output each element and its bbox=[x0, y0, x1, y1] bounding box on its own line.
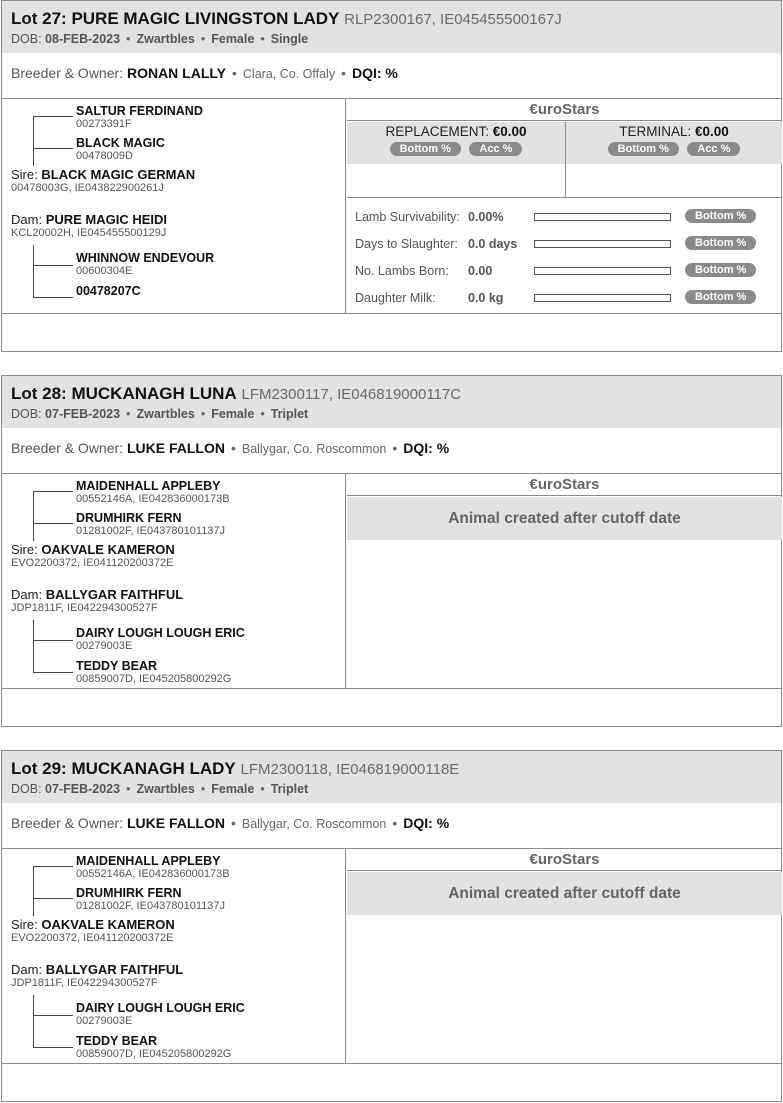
breeder-location: Ballygar, Co. Roscommon bbox=[241, 442, 387, 456]
cutoff-message: Animal created after cutoff date bbox=[347, 872, 782, 915]
pedigree-connector bbox=[33, 866, 73, 867]
separator-dot: • bbox=[230, 440, 236, 456]
replacement-label: REPLACEMENT: bbox=[385, 124, 489, 139]
dob-value: 07-FEB-2023 bbox=[45, 782, 121, 796]
dam-label: Dam: bbox=[11, 212, 43, 227]
breeder-location: Ballygar, Co. Roscommon bbox=[241, 817, 387, 831]
animal-name: MAIDENHALL APPLEBY bbox=[76, 854, 221, 868]
lot-title bbox=[11, 9, 562, 29]
breed: Zwartbles bbox=[136, 407, 195, 421]
pedigree-dam-sire bbox=[76, 251, 214, 277]
sire-label: Sire: bbox=[11, 917, 38, 932]
animal-id: 00600304E bbox=[76, 265, 133, 277]
separator-dot: • bbox=[232, 65, 237, 81]
trait-name: Lamb Survivability: bbox=[355, 210, 460, 224]
breeder-label: Breeder & Owner: bbox=[11, 440, 124, 456]
separator-dot: • bbox=[126, 32, 131, 46]
pedigree-dam-sire bbox=[76, 626, 245, 652]
separator-dot: • bbox=[260, 407, 265, 421]
dob-value: 08-FEB-2023 bbox=[45, 32, 121, 46]
trait-name: Daughter Milk: bbox=[355, 291, 436, 305]
birth-type: Triplet bbox=[270, 407, 309, 421]
trait-name: Days to Slaughter: bbox=[355, 237, 458, 251]
terminal-index bbox=[566, 122, 782, 164]
lot-name: Lot 29: MUCKANAGH LADY bbox=[11, 759, 236, 778]
dob-label: DOB: bbox=[11, 32, 42, 46]
breeder-line bbox=[11, 440, 449, 456]
pedigree-sire bbox=[11, 542, 175, 569]
separator-dot: • bbox=[341, 65, 346, 81]
bottom-percent-badge: Bottom % bbox=[685, 209, 756, 223]
pedigree-dam bbox=[11, 587, 183, 614]
pedigree-connector bbox=[33, 148, 73, 149]
animal-id: 00273391F bbox=[76, 118, 132, 130]
lot-ids: LFM2300117, IE046819000117C bbox=[241, 386, 462, 403]
lot-header bbox=[2, 751, 781, 803]
animal-name: BALLYGAR FAITHFUL bbox=[45, 962, 184, 977]
animal-id: 00279003E bbox=[76, 640, 133, 652]
animal-name: 00478207C bbox=[76, 284, 141, 298]
animal-name: PURE MAGIC HEIDI bbox=[45, 212, 168, 227]
birth-type: Single bbox=[270, 32, 309, 46]
replacement-index bbox=[347, 122, 565, 164]
breed: Zwartbles bbox=[136, 782, 195, 796]
accuracy-badge: Acc % bbox=[469, 142, 522, 156]
accuracy-badge: Acc % bbox=[687, 142, 740, 156]
pedigree-connector bbox=[33, 995, 34, 1047]
lot-title bbox=[11, 384, 461, 404]
pedigree-connector bbox=[33, 265, 73, 266]
lot-name: Lot 27: PURE MAGIC LIVINGSTON LADY bbox=[11, 9, 340, 28]
sire-label: Sire: bbox=[11, 167, 38, 182]
lot-card bbox=[1, 0, 782, 352]
animal-name: DRUMHIRK FERN bbox=[76, 511, 182, 525]
eurostars-title: €uroStars bbox=[347, 99, 782, 121]
animal-name: MAIDENHALL APPLEBY bbox=[76, 479, 221, 493]
trait-value: 0.0 days bbox=[468, 237, 518, 251]
animal-id: 00859007D, IE045205800292G bbox=[76, 673, 232, 685]
pedigree-connector bbox=[33, 898, 73, 899]
eurostars-panel bbox=[347, 849, 782, 1063]
animal-name: TEDDY BEAR bbox=[76, 1034, 158, 1048]
animal-name: BLACK MAGIC GERMAN bbox=[41, 167, 196, 182]
lot-ids: RLP2300167, IE045455500167J bbox=[344, 11, 562, 28]
animal-id: KCL20002H, IE045455500129J bbox=[11, 227, 167, 239]
dqi: DQI: % bbox=[403, 440, 450, 456]
terminal-label: TERMINAL: bbox=[619, 124, 692, 139]
pedigree-dam-dam bbox=[76, 284, 141, 298]
separator-dot: • bbox=[260, 32, 265, 46]
breeder-line bbox=[11, 815, 449, 831]
bottom-percent-badge: Bottom % bbox=[390, 142, 461, 156]
dqi: DQI: % bbox=[403, 815, 450, 831]
pedigree-panel bbox=[2, 99, 346, 313]
index-footer bbox=[347, 164, 782, 198]
animal-name: BLACK MAGIC bbox=[76, 136, 165, 150]
eurostars-panel bbox=[347, 474, 782, 688]
pedigree-connector bbox=[33, 866, 34, 916]
replacement-value: €0.00 bbox=[492, 124, 527, 139]
dob-label: DOB: bbox=[11, 782, 42, 796]
pedigree-connector bbox=[33, 245, 34, 297]
breeder-location: Clara, Co. Offaly bbox=[242, 67, 336, 81]
pedigree-sire-sire bbox=[76, 479, 230, 505]
pedigree-sire-sire bbox=[76, 854, 230, 880]
dob-value: 07-FEB-2023 bbox=[45, 407, 121, 421]
animal-id: JDP1811F, IE042294300527F bbox=[11, 977, 158, 989]
breeder-label: Breeder & Owner: bbox=[11, 815, 124, 831]
lot-detail-grid bbox=[2, 98, 781, 314]
pedigree-connector bbox=[33, 1015, 73, 1016]
animal-name: DRUMHIRK FERN bbox=[76, 886, 182, 900]
pedigree-dam-dam bbox=[76, 1034, 231, 1060]
pedigree-sire-dam bbox=[76, 886, 225, 912]
trait-name: No. Lambs Born: bbox=[355, 264, 449, 278]
trait-bar bbox=[534, 240, 671, 248]
dam-label: Dam: bbox=[11, 962, 43, 977]
bottom-percent-badge: Bottom % bbox=[685, 290, 756, 304]
pedigree-sire-dam bbox=[76, 136, 165, 162]
pedigree-sire-dam bbox=[76, 511, 225, 537]
animal-id: EVO2200372, IE041120200372E bbox=[11, 932, 174, 944]
animal-name: OAKVALE KAMERON bbox=[41, 542, 175, 557]
pedigree-sire bbox=[11, 917, 175, 944]
breeder-name: LUKE FALLON bbox=[126, 440, 225, 456]
pedigree-connector bbox=[33, 297, 73, 298]
eurostars-title: €uroStars bbox=[347, 474, 782, 496]
animal-name: SALTUR FERDINAND bbox=[76, 104, 203, 118]
trait-bar bbox=[534, 213, 671, 221]
separator-dot: • bbox=[230, 815, 236, 831]
animal-id: 00279003E bbox=[76, 1015, 133, 1027]
separator-dot: • bbox=[260, 782, 265, 796]
breeder-name: RONAN LALLY bbox=[126, 65, 226, 81]
lot-detail-grid bbox=[2, 473, 781, 689]
animal-name: OAKVALE KAMERON bbox=[41, 917, 175, 932]
dam-label: Dam: bbox=[11, 587, 43, 602]
sex: Female bbox=[211, 32, 255, 46]
separator-dot: • bbox=[392, 815, 398, 831]
animal-id: 00859007D, IE045205800292G bbox=[76, 1048, 232, 1060]
pedigree-connector bbox=[33, 116, 34, 166]
birth-type: Triplet bbox=[270, 782, 309, 796]
pedigree-panel bbox=[2, 849, 346, 1063]
pedigree-dam-dam bbox=[76, 659, 231, 685]
animal-name: TEDDY BEAR bbox=[76, 659, 158, 673]
pedigree-sire-sire bbox=[76, 104, 203, 130]
lot-ids: LFM2300118, IE046819000118E bbox=[240, 761, 460, 778]
trait-value: 0.00 bbox=[468, 264, 493, 278]
animal-id: JDP1811F, IE042294300527F bbox=[11, 602, 158, 614]
lot-name: Lot 28: MUCKANAGH LUNA bbox=[11, 384, 237, 403]
eurostars-title: €uroStars bbox=[347, 849, 782, 871]
bottom-percent-badge: Bottom % bbox=[685, 236, 756, 250]
animal-name: DAIRY LOUGH LOUGH ERIC bbox=[76, 1001, 245, 1015]
lot-header bbox=[2, 376, 781, 428]
animal-id: 00552146A, IE042836000173B bbox=[76, 868, 230, 880]
separator-dot: • bbox=[200, 32, 206, 46]
pedigree-connector bbox=[33, 491, 73, 492]
animal-id: EVO2200372, IE041120200372E bbox=[11, 557, 174, 569]
lot-details bbox=[11, 407, 308, 421]
lot-detail-grid bbox=[2, 848, 781, 1064]
bottom-percent-badge: Bottom % bbox=[685, 263, 756, 277]
dqi: DQI: % bbox=[351, 65, 398, 81]
separator-dot: • bbox=[126, 782, 131, 796]
pedigree-sire bbox=[11, 167, 195, 194]
pedigree-connector bbox=[33, 672, 73, 673]
animal-id: 01281002F, IE043780101137J bbox=[76, 900, 226, 912]
sex: Female bbox=[211, 407, 255, 421]
pedigree-connector bbox=[33, 523, 73, 524]
separator-dot: • bbox=[200, 782, 206, 796]
sire-label: Sire: bbox=[11, 542, 38, 557]
pedigree-panel bbox=[2, 474, 346, 688]
separator-dot: • bbox=[200, 407, 206, 421]
trait-bar bbox=[534, 267, 671, 275]
pedigree-dam bbox=[11, 212, 167, 239]
eurostars-panel bbox=[347, 99, 782, 313]
pedigree-connector bbox=[33, 491, 34, 541]
animal-id: 01281002F, IE043780101137J bbox=[76, 525, 226, 537]
pedigree-connector bbox=[33, 620, 34, 672]
animal-id: 00478009D bbox=[76, 150, 133, 162]
pedigree-connector bbox=[33, 640, 73, 641]
breeder-label: Breeder & Owner: bbox=[11, 65, 124, 81]
animal-id: 00478003G, IE043822900261J bbox=[11, 182, 164, 194]
dob-label: DOB: bbox=[11, 407, 42, 421]
sex: Female bbox=[211, 782, 255, 796]
lot-title bbox=[11, 759, 459, 779]
animal-name: WHINNOW ENDEVOUR bbox=[76, 251, 215, 265]
pedigree-dam bbox=[11, 962, 183, 989]
animal-name: DAIRY LOUGH LOUGH ERIC bbox=[76, 626, 245, 640]
breed: Zwartbles bbox=[136, 32, 195, 46]
lot-card bbox=[1, 750, 782, 1102]
separator-dot: • bbox=[126, 407, 131, 421]
lot-details bbox=[11, 32, 308, 46]
lot-header bbox=[2, 1, 781, 53]
breeder-line bbox=[11, 65, 398, 81]
animal-name: BALLYGAR FAITHFUL bbox=[45, 587, 184, 602]
pedigree-connector bbox=[33, 1047, 73, 1048]
lot-details bbox=[11, 782, 308, 796]
separator-dot: • bbox=[392, 440, 398, 456]
trait-value: 0.00% bbox=[468, 210, 504, 224]
trait-value: 0.0 kg bbox=[468, 291, 504, 305]
cutoff-message: Animal created after cutoff date bbox=[347, 497, 782, 540]
pedigree-connector bbox=[33, 116, 73, 117]
trait-bar bbox=[534, 294, 671, 302]
pedigree-dam-sire bbox=[76, 1001, 245, 1027]
bottom-percent-badge: Bottom % bbox=[608, 142, 679, 156]
lot-card bbox=[1, 375, 782, 727]
terminal-value: €0.00 bbox=[694, 124, 729, 139]
breeder-name: LUKE FALLON bbox=[126, 815, 225, 831]
animal-id: 00552146A, IE042836000173B bbox=[76, 493, 230, 505]
